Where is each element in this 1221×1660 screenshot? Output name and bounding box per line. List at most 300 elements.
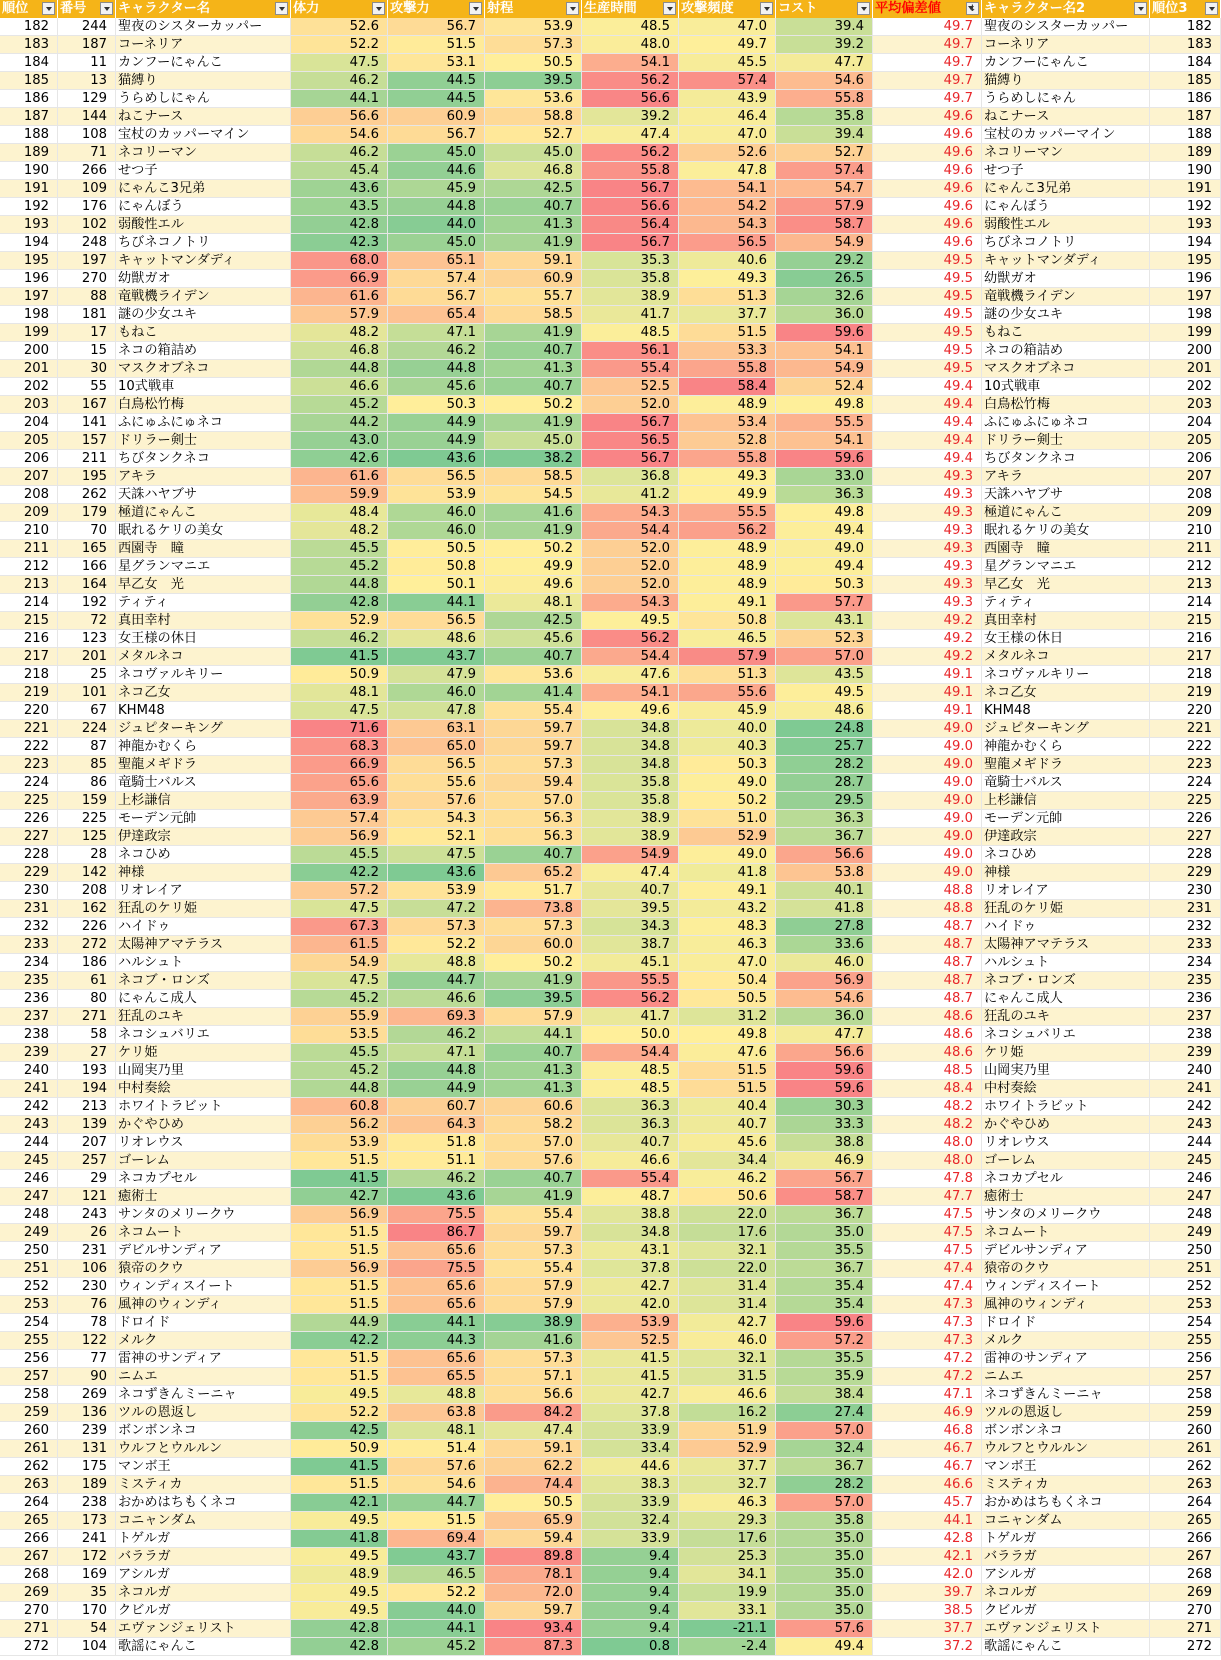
attack-frequency-cell[interactable]: 50.3 <box>679 756 776 774</box>
attack-cell[interactable]: 46.2 <box>388 1026 485 1044</box>
character-name2-cell[interactable]: かぐやひめ <box>982 1116 1150 1134</box>
hp-cell[interactable]: 61.5 <box>291 936 388 954</box>
rank-cell[interactable]: 227 <box>0 828 58 846</box>
attack-frequency-cell[interactable]: 34.1 <box>679 1566 776 1584</box>
character-name-cell[interactable]: 竜戦機ライデン <box>116 288 291 306</box>
hp-cell[interactable]: 42.1 <box>291 1494 388 1512</box>
cost-cell[interactable]: 47.7 <box>776 54 873 72</box>
number-cell[interactable]: 101 <box>58 684 116 702</box>
number-cell[interactable]: 71 <box>58 144 116 162</box>
character-name2-cell[interactable]: ゴーレム <box>982 1152 1150 1170</box>
production-cell[interactable]: 35.3 <box>582 252 679 270</box>
number-cell[interactable]: 266 <box>58 162 116 180</box>
production-cell[interactable]: 34.8 <box>582 756 679 774</box>
production-cell[interactable]: 52.5 <box>582 1332 679 1350</box>
attack-frequency-cell[interactable]: 29.3 <box>679 1512 776 1530</box>
character-name-cell[interactable]: 狂乱のケリ姫 <box>116 900 291 918</box>
rank-cell[interactable]: 225 <box>0 792 58 810</box>
character-name-cell[interactable]: ネコひめ <box>116 846 291 864</box>
hp-cell[interactable]: 54.6 <box>291 126 388 144</box>
range-cell[interactable]: 41.9 <box>485 234 582 252</box>
hp-cell[interactable]: 57.2 <box>291 882 388 900</box>
character-name-cell[interactable]: ネコシュバリエ <box>116 1026 291 1044</box>
average-deviation-cell[interactable]: 47.4 <box>873 1278 982 1296</box>
character-name2-cell[interactable]: ボンボンネコ <box>982 1422 1150 1440</box>
rank-cell[interactable]: 192 <box>0 198 58 216</box>
character-name2-cell[interactable]: 狂乱のケリ姫 <box>982 900 1150 918</box>
character-name-cell[interactable]: メルク <box>116 1332 291 1350</box>
production-cell[interactable]: 56.2 <box>582 144 679 162</box>
attack-cell[interactable]: 46.0 <box>388 522 485 540</box>
rank-cell[interactable]: 215 <box>0 612 58 630</box>
number-cell[interactable]: 104 <box>58 1638 116 1656</box>
production-cell[interactable]: 56.6 <box>582 198 679 216</box>
cost-cell[interactable]: 33.3 <box>776 1116 873 1134</box>
attack-frequency-cell[interactable]: 46.3 <box>679 1494 776 1512</box>
production-cell[interactable]: 38.9 <box>582 810 679 828</box>
attack-frequency-cell[interactable]: 22.0 <box>679 1260 776 1278</box>
range-cell[interactable]: 57.9 <box>485 1278 582 1296</box>
hp-cell[interactable]: 45.4 <box>291 162 388 180</box>
range-cell[interactable]: 59.4 <box>485 774 582 792</box>
rank-cell[interactable]: 200 <box>0 342 58 360</box>
character-name2-cell[interactable]: ウルフとウルルン <box>982 1440 1150 1458</box>
cost-cell[interactable]: 35.0 <box>776 1566 873 1584</box>
production-cell[interactable]: 33.9 <box>582 1494 679 1512</box>
attack-cell[interactable]: 57.6 <box>388 1458 485 1476</box>
number-cell[interactable]: 77 <box>58 1350 116 1368</box>
character-name2-cell[interactable]: バララガ <box>982 1548 1150 1566</box>
average-deviation-cell[interactable]: 49.5 <box>873 270 982 288</box>
attack-cell[interactable]: 75.5 <box>388 1260 485 1278</box>
character-name2-cell[interactable]: 太陽神アマテラス <box>982 936 1150 954</box>
hp-cell[interactable]: 50.9 <box>291 666 388 684</box>
hp-cell[interactable]: 51.5 <box>291 1152 388 1170</box>
attack-cell[interactable]: 44.8 <box>388 360 485 378</box>
production-cell[interactable]: 47.4 <box>582 126 679 144</box>
rank-cell[interactable]: 230 <box>0 882 58 900</box>
range-cell[interactable]: 53.6 <box>485 90 582 108</box>
cost-cell[interactable]: 36.7 <box>776 1458 873 1476</box>
cost-cell[interactable]: 39.4 <box>776 126 873 144</box>
cost-cell[interactable]: 57.0 <box>776 1422 873 1440</box>
character-name-cell[interactable]: ケリ姫 <box>116 1044 291 1062</box>
character-name-cell[interactable]: ハルシュト <box>116 954 291 972</box>
hp-cell[interactable]: 56.9 <box>291 828 388 846</box>
hp-cell[interactable]: 41.5 <box>291 1458 388 1476</box>
attack-cell[interactable]: 47.1 <box>388 1044 485 1062</box>
production-cell[interactable]: 54.9 <box>582 846 679 864</box>
rank3-cell[interactable]: 190 <box>1150 162 1221 180</box>
production-cell[interactable]: 56.2 <box>582 990 679 1008</box>
range-cell[interactable]: 40.7 <box>485 1044 582 1062</box>
character-name-cell[interactable]: ちびネコノトリ <box>116 234 291 252</box>
production-cell[interactable]: 52.0 <box>582 540 679 558</box>
range-cell[interactable]: 41.9 <box>485 1188 582 1206</box>
attack-frequency-cell[interactable]: 49.8 <box>679 1026 776 1044</box>
number-cell[interactable]: 244 <box>58 18 116 36</box>
number-cell[interactable]: 87 <box>58 738 116 756</box>
rank3-cell[interactable]: 235 <box>1150 972 1221 990</box>
number-cell[interactable]: 13 <box>58 72 116 90</box>
average-deviation-cell[interactable]: 49.5 <box>873 342 982 360</box>
rank3-cell[interactable]: 215 <box>1150 612 1221 630</box>
production-cell[interactable]: 41.7 <box>582 306 679 324</box>
hp-cell[interactable]: 51.5 <box>291 1296 388 1314</box>
production-cell[interactable]: 40.7 <box>582 1134 679 1152</box>
rank3-cell[interactable]: 189 <box>1150 144 1221 162</box>
cost-cell[interactable]: 40.1 <box>776 882 873 900</box>
average-deviation-cell[interactable]: 49.0 <box>873 774 982 792</box>
range-cell[interactable]: 39.5 <box>485 72 582 90</box>
attack-cell[interactable]: 55.6 <box>388 774 485 792</box>
character-name2-cell[interactable]: ネコヴァルキリー <box>982 666 1150 684</box>
attack-cell[interactable]: 65.5 <box>388 1368 485 1386</box>
rank-cell[interactable]: 244 <box>0 1134 58 1152</box>
hp-cell[interactable]: 42.3 <box>291 234 388 252</box>
character-name2-cell[interactable]: 10式戦車 <box>982 378 1150 396</box>
attack-cell[interactable]: 75.5 <box>388 1206 485 1224</box>
character-name-cell[interactable]: エヴァンジェリスト <box>116 1620 291 1638</box>
production-cell[interactable]: 38.8 <box>582 1206 679 1224</box>
attack-cell[interactable]: 45.6 <box>388 378 485 396</box>
range-cell[interactable]: 40.7 <box>485 846 582 864</box>
hp-cell[interactable]: 42.8 <box>291 216 388 234</box>
range-cell[interactable]: 55.7 <box>485 288 582 306</box>
character-name-cell[interactable]: にゃんこ成人 <box>116 990 291 1008</box>
character-name2-cell[interactable]: クビルガ <box>982 1602 1150 1620</box>
attack-cell[interactable]: 50.1 <box>388 576 485 594</box>
rank3-cell[interactable]: 260 <box>1150 1422 1221 1440</box>
attack-frequency-cell[interactable]: 50.6 <box>679 1188 776 1206</box>
character-name-cell[interactable]: 中村奏絵 <box>116 1080 291 1098</box>
production-cell[interactable]: 38.9 <box>582 828 679 846</box>
hp-cell[interactable]: 60.8 <box>291 1098 388 1116</box>
number-cell[interactable]: 262 <box>58 486 116 504</box>
attack-frequency-cell[interactable]: 57.4 <box>679 72 776 90</box>
rank3-cell[interactable]: 185 <box>1150 72 1221 90</box>
hp-cell[interactable]: 42.8 <box>291 594 388 612</box>
hp-cell[interactable]: 56.6 <box>291 108 388 126</box>
production-cell[interactable]: 47.4 <box>582 864 679 882</box>
character-name2-cell[interactable]: ティティ <box>982 594 1150 612</box>
rank3-cell[interactable]: 230 <box>1150 882 1221 900</box>
production-cell[interactable]: 9.4 <box>582 1566 679 1584</box>
hp-cell[interactable]: 46.2 <box>291 630 388 648</box>
character-name-cell[interactable]: サンタのメリークウ <box>116 1206 291 1224</box>
rank3-cell[interactable]: 221 <box>1150 720 1221 738</box>
hp-cell[interactable]: 48.1 <box>291 684 388 702</box>
average-deviation-cell[interactable]: 47.5 <box>873 1242 982 1260</box>
cost-cell[interactable]: 41.8 <box>776 900 873 918</box>
rank3-cell[interactable]: 250 <box>1150 1242 1221 1260</box>
attack-frequency-cell[interactable]: 40.0 <box>679 720 776 738</box>
production-cell[interactable]: 54.1 <box>582 54 679 72</box>
hp-cell[interactable]: 51.5 <box>291 1368 388 1386</box>
character-name-cell[interactable]: 風神のウィンディ <box>116 1296 291 1314</box>
rank-cell[interactable]: 197 <box>0 288 58 306</box>
production-cell[interactable]: 34.8 <box>582 1224 679 1242</box>
production-cell[interactable]: 34.8 <box>582 738 679 756</box>
range-cell[interactable]: 65.2 <box>485 864 582 882</box>
rank-cell[interactable]: 256 <box>0 1350 58 1368</box>
rank3-cell[interactable]: 255 <box>1150 1332 1221 1350</box>
rank3-cell[interactable]: 246 <box>1150 1170 1221 1188</box>
hp-cell[interactable]: 44.1 <box>291 90 388 108</box>
attack-frequency-cell[interactable]: 45.6 <box>679 1134 776 1152</box>
range-cell[interactable]: 56.3 <box>485 810 582 828</box>
range-cell[interactable]: 58.5 <box>485 468 582 486</box>
character-name2-cell[interactable]: エヴァンジェリスト <box>982 1620 1150 1638</box>
attack-cell[interactable]: 43.6 <box>388 1188 485 1206</box>
cost-cell[interactable]: 27.4 <box>776 1404 873 1422</box>
range-cell[interactable]: 40.7 <box>485 648 582 666</box>
rank-cell[interactable]: 242 <box>0 1098 58 1116</box>
rank-cell[interactable]: 182 <box>0 18 58 36</box>
character-name-cell[interactable]: かぐやひめ <box>116 1116 291 1134</box>
attack-cell[interactable]: 54.3 <box>388 810 485 828</box>
rank-cell[interactable]: 221 <box>0 720 58 738</box>
range-cell[interactable]: 54.5 <box>485 486 582 504</box>
average-deviation-cell[interactable]: 42.8 <box>873 1530 982 1548</box>
hp-cell[interactable]: 51.5 <box>291 1278 388 1296</box>
attack-frequency-cell[interactable]: 51.5 <box>679 1062 776 1080</box>
character-name-cell[interactable]: 10式戦車 <box>116 378 291 396</box>
rank3-cell[interactable]: 229 <box>1150 864 1221 882</box>
character-name2-cell[interactable]: ケリ姫 <box>982 1044 1150 1062</box>
cost-cell[interactable]: 33.0 <box>776 468 873 486</box>
character-name2-cell[interactable]: せつ子 <box>982 162 1150 180</box>
average-deviation-cell[interactable]: 49.3 <box>873 504 982 522</box>
character-name2-cell[interactable]: ウィンディスイート <box>982 1278 1150 1296</box>
number-cell[interactable]: 207 <box>58 1134 116 1152</box>
average-deviation-cell[interactable]: 49.5 <box>873 252 982 270</box>
attack-frequency-cell[interactable]: 31.4 <box>679 1278 776 1296</box>
cost-cell[interactable]: 56.7 <box>776 1170 873 1188</box>
attack-cell[interactable]: 52.2 <box>388 1584 485 1602</box>
attack-cell[interactable]: 44.7 <box>388 1494 485 1512</box>
character-name2-cell[interactable]: ハイドゥ <box>982 918 1150 936</box>
character-name2-cell[interactable]: うらめしにゃん <box>982 90 1150 108</box>
rank-cell[interactable]: 183 <box>0 36 58 54</box>
number-cell[interactable]: 106 <box>58 1260 116 1278</box>
range-cell[interactable]: 89.8 <box>485 1548 582 1566</box>
cost-cell[interactable]: 56.9 <box>776 972 873 990</box>
filter-dropdown-icon[interactable] <box>42 2 55 15</box>
number-cell[interactable]: 211 <box>58 450 116 468</box>
hp-cell[interactable]: 51.5 <box>291 1224 388 1242</box>
rank3-cell[interactable]: 269 <box>1150 1584 1221 1602</box>
average-deviation-cell[interactable]: 48.2 <box>873 1098 982 1116</box>
production-cell[interactable]: 37.8 <box>582 1260 679 1278</box>
number-cell[interactable]: 72 <box>58 612 116 630</box>
hp-cell[interactable]: 48.9 <box>291 1566 388 1584</box>
cost-cell[interactable]: 24.8 <box>776 720 873 738</box>
character-name2-cell[interactable]: ドロイド <box>982 1314 1150 1332</box>
character-name2-cell[interactable]: カンフーにゃんこ <box>982 54 1150 72</box>
number-cell[interactable]: 164 <box>58 576 116 594</box>
rank3-cell[interactable]: 247 <box>1150 1188 1221 1206</box>
rank-cell[interactable]: 228 <box>0 846 58 864</box>
attack-cell[interactable]: 47.9 <box>388 666 485 684</box>
number-cell[interactable]: 192 <box>58 594 116 612</box>
attack-frequency-cell[interactable]: 47.0 <box>679 126 776 144</box>
average-deviation-cell[interactable]: 49.6 <box>873 216 982 234</box>
number-cell[interactable]: 88 <box>58 288 116 306</box>
attack-cell[interactable]: 53.9 <box>388 882 485 900</box>
rank-cell[interactable]: 239 <box>0 1044 58 1062</box>
range-cell[interactable]: 65.9 <box>485 1512 582 1530</box>
character-name2-cell[interactable]: マスクオブネコ <box>982 360 1150 378</box>
production-cell[interactable]: 48.7 <box>582 1188 679 1206</box>
rank3-cell[interactable]: 265 <box>1150 1512 1221 1530</box>
attack-frequency-cell[interactable]: 49.3 <box>679 270 776 288</box>
rank3-cell[interactable]: 272 <box>1150 1638 1221 1656</box>
number-cell[interactable]: 15 <box>58 342 116 360</box>
production-cell[interactable]: 42.7 <box>582 1278 679 1296</box>
attack-cell[interactable]: 44.1 <box>388 1314 485 1332</box>
attack-cell[interactable]: 48.8 <box>388 954 485 972</box>
average-deviation-cell[interactable]: 49.3 <box>873 576 982 594</box>
hp-cell[interactable]: 42.7 <box>291 1188 388 1206</box>
range-cell[interactable]: 57.1 <box>485 1368 582 1386</box>
average-deviation-cell[interactable]: 48.7 <box>873 990 982 1008</box>
number-cell[interactable]: 139 <box>58 1116 116 1134</box>
attack-cell[interactable]: 50.3 <box>388 396 485 414</box>
attack-frequency-cell[interactable]: 48.9 <box>679 540 776 558</box>
rank3-cell[interactable]: 207 <box>1150 468 1221 486</box>
character-name2-cell[interactable]: ネコシュバリエ <box>982 1026 1150 1044</box>
attack-cell[interactable]: 47.2 <box>388 900 485 918</box>
range-cell[interactable]: 45.6 <box>485 630 582 648</box>
cost-cell[interactable]: 57.4 <box>776 162 873 180</box>
range-cell[interactable]: 41.6 <box>485 504 582 522</box>
rank-cell[interactable]: 202 <box>0 378 58 396</box>
average-deviation-cell[interactable]: 46.7 <box>873 1440 982 1458</box>
cost-cell[interactable]: 28.7 <box>776 774 873 792</box>
character-name2-cell[interactable]: サンタのメリークウ <box>982 1206 1150 1224</box>
character-name2-cell[interactable]: デビルサンディア <box>982 1242 1150 1260</box>
cost-cell[interactable]: 58.7 <box>776 216 873 234</box>
attack-cell[interactable]: 46.0 <box>388 684 485 702</box>
number-cell[interactable]: 201 <box>58 648 116 666</box>
number-cell[interactable]: 55 <box>58 378 116 396</box>
range-cell[interactable]: 57.3 <box>485 36 582 54</box>
filter-dropdown-icon[interactable] <box>1205 2 1218 15</box>
range-cell[interactable]: 41.3 <box>485 1080 582 1098</box>
rank3-cell[interactable]: 245 <box>1150 1152 1221 1170</box>
character-name2-cell[interactable]: 竜戦機ライデン <box>982 288 1150 306</box>
character-name-cell[interactable]: アシルガ <box>116 1566 291 1584</box>
rank3-cell[interactable]: 233 <box>1150 936 1221 954</box>
rank3-cell[interactable]: 222 <box>1150 738 1221 756</box>
range-cell[interactable]: 57.9 <box>485 1008 582 1026</box>
average-deviation-cell[interactable]: 49.5 <box>873 306 982 324</box>
rank-cell[interactable]: 195 <box>0 252 58 270</box>
production-cell[interactable]: 48.0 <box>582 36 679 54</box>
attack-frequency-cell[interactable]: 56.2 <box>679 522 776 540</box>
rank3-cell[interactable]: 259 <box>1150 1404 1221 1422</box>
hp-cell[interactable]: 66.9 <box>291 756 388 774</box>
production-cell[interactable]: 41.5 <box>582 1368 679 1386</box>
character-name2-cell[interactable]: 猫縛り <box>982 72 1150 90</box>
attack-frequency-cell[interactable]: 40.4 <box>679 1098 776 1116</box>
attack-frequency-cell[interactable]: 34.4 <box>679 1152 776 1170</box>
filter-dropdown-icon[interactable] <box>566 2 579 15</box>
cost-cell[interactable]: 59.6 <box>776 1062 873 1080</box>
rank3-cell[interactable]: 210 <box>1150 522 1221 540</box>
rank-cell[interactable]: 189 <box>0 144 58 162</box>
attack-cell[interactable]: 63.1 <box>388 720 485 738</box>
rank-cell[interactable]: 260 <box>0 1422 58 1440</box>
attack-cell[interactable]: 65.6 <box>388 1278 485 1296</box>
rank3-cell[interactable]: 271 <box>1150 1620 1221 1638</box>
rank3-cell[interactable]: 219 <box>1150 684 1221 702</box>
rank-cell[interactable]: 235 <box>0 972 58 990</box>
cost-cell[interactable]: 54.6 <box>776 72 873 90</box>
cost-cell[interactable]: 57.9 <box>776 198 873 216</box>
number-cell[interactable]: 230 <box>58 1278 116 1296</box>
cost-cell[interactable]: 59.6 <box>776 324 873 342</box>
attack-cell[interactable]: 57.3 <box>388 918 485 936</box>
hp-cell[interactable]: 47.5 <box>291 900 388 918</box>
number-cell[interactable]: 176 <box>58 198 116 216</box>
production-cell[interactable]: 42.0 <box>582 1296 679 1314</box>
attack-frequency-cell[interactable]: 49.0 <box>679 846 776 864</box>
rank-cell[interactable]: 231 <box>0 900 58 918</box>
rank-cell[interactable]: 184 <box>0 54 58 72</box>
rank3-cell[interactable]: 264 <box>1150 1494 1221 1512</box>
rank-cell[interactable]: 252 <box>0 1278 58 1296</box>
number-cell[interactable]: 166 <box>58 558 116 576</box>
cost-cell[interactable]: 28.2 <box>776 756 873 774</box>
attack-cell[interactable]: 65.0 <box>388 738 485 756</box>
character-name-cell[interactable]: ネコブ・ロンズ <box>116 972 291 990</box>
number-cell[interactable]: 131 <box>58 1440 116 1458</box>
rank3-cell[interactable]: 206 <box>1150 450 1221 468</box>
rank3-cell[interactable]: 223 <box>1150 756 1221 774</box>
hp-cell[interactable]: 47.5 <box>291 702 388 720</box>
character-name-cell[interactable]: トゲルガ <box>116 1530 291 1548</box>
range-cell[interactable]: 40.7 <box>485 1170 582 1188</box>
production-cell[interactable]: 9.4 <box>582 1620 679 1638</box>
rank3-cell[interactable]: 204 <box>1150 414 1221 432</box>
rank-cell[interactable]: 199 <box>0 324 58 342</box>
rank-cell[interactable]: 213 <box>0 576 58 594</box>
character-name2-cell[interactable]: 歌謡にゃんこ <box>982 1638 1150 1656</box>
character-name2-cell[interactable]: にゃんこ成人 <box>982 990 1150 1008</box>
attack-frequency-cell[interactable]: -21.1 <box>679 1620 776 1638</box>
character-name2-cell[interactable]: 星グランマニエ <box>982 558 1150 576</box>
range-cell[interactable]: 53.9 <box>485 18 582 36</box>
character-name2-cell[interactable]: ネコずきんミーニャ <box>982 1386 1150 1404</box>
character-name2-cell[interactable]: ネコルガ <box>982 1584 1150 1602</box>
range-cell[interactable]: 56.3 <box>485 828 582 846</box>
production-cell[interactable]: 33.9 <box>582 1530 679 1548</box>
number-cell[interactable]: 157 <box>58 432 116 450</box>
average-deviation-cell[interactable]: 48.0 <box>873 1134 982 1152</box>
attack-frequency-cell[interactable]: 40.6 <box>679 252 776 270</box>
rank-cell[interactable]: 186 <box>0 90 58 108</box>
rank3-cell[interactable]: 201 <box>1150 360 1221 378</box>
production-cell[interactable]: 53.9 <box>582 1314 679 1332</box>
rank3-cell[interactable]: 208 <box>1150 486 1221 504</box>
rank3-cell[interactable]: 214 <box>1150 594 1221 612</box>
hp-cell[interactable]: 52.9 <box>291 612 388 630</box>
character-name2-cell[interactable]: ジュピターキング <box>982 720 1150 738</box>
attack-frequency-cell[interactable]: 55.5 <box>679 504 776 522</box>
character-name-cell[interactable]: 天誅ハヤブサ <box>116 486 291 504</box>
